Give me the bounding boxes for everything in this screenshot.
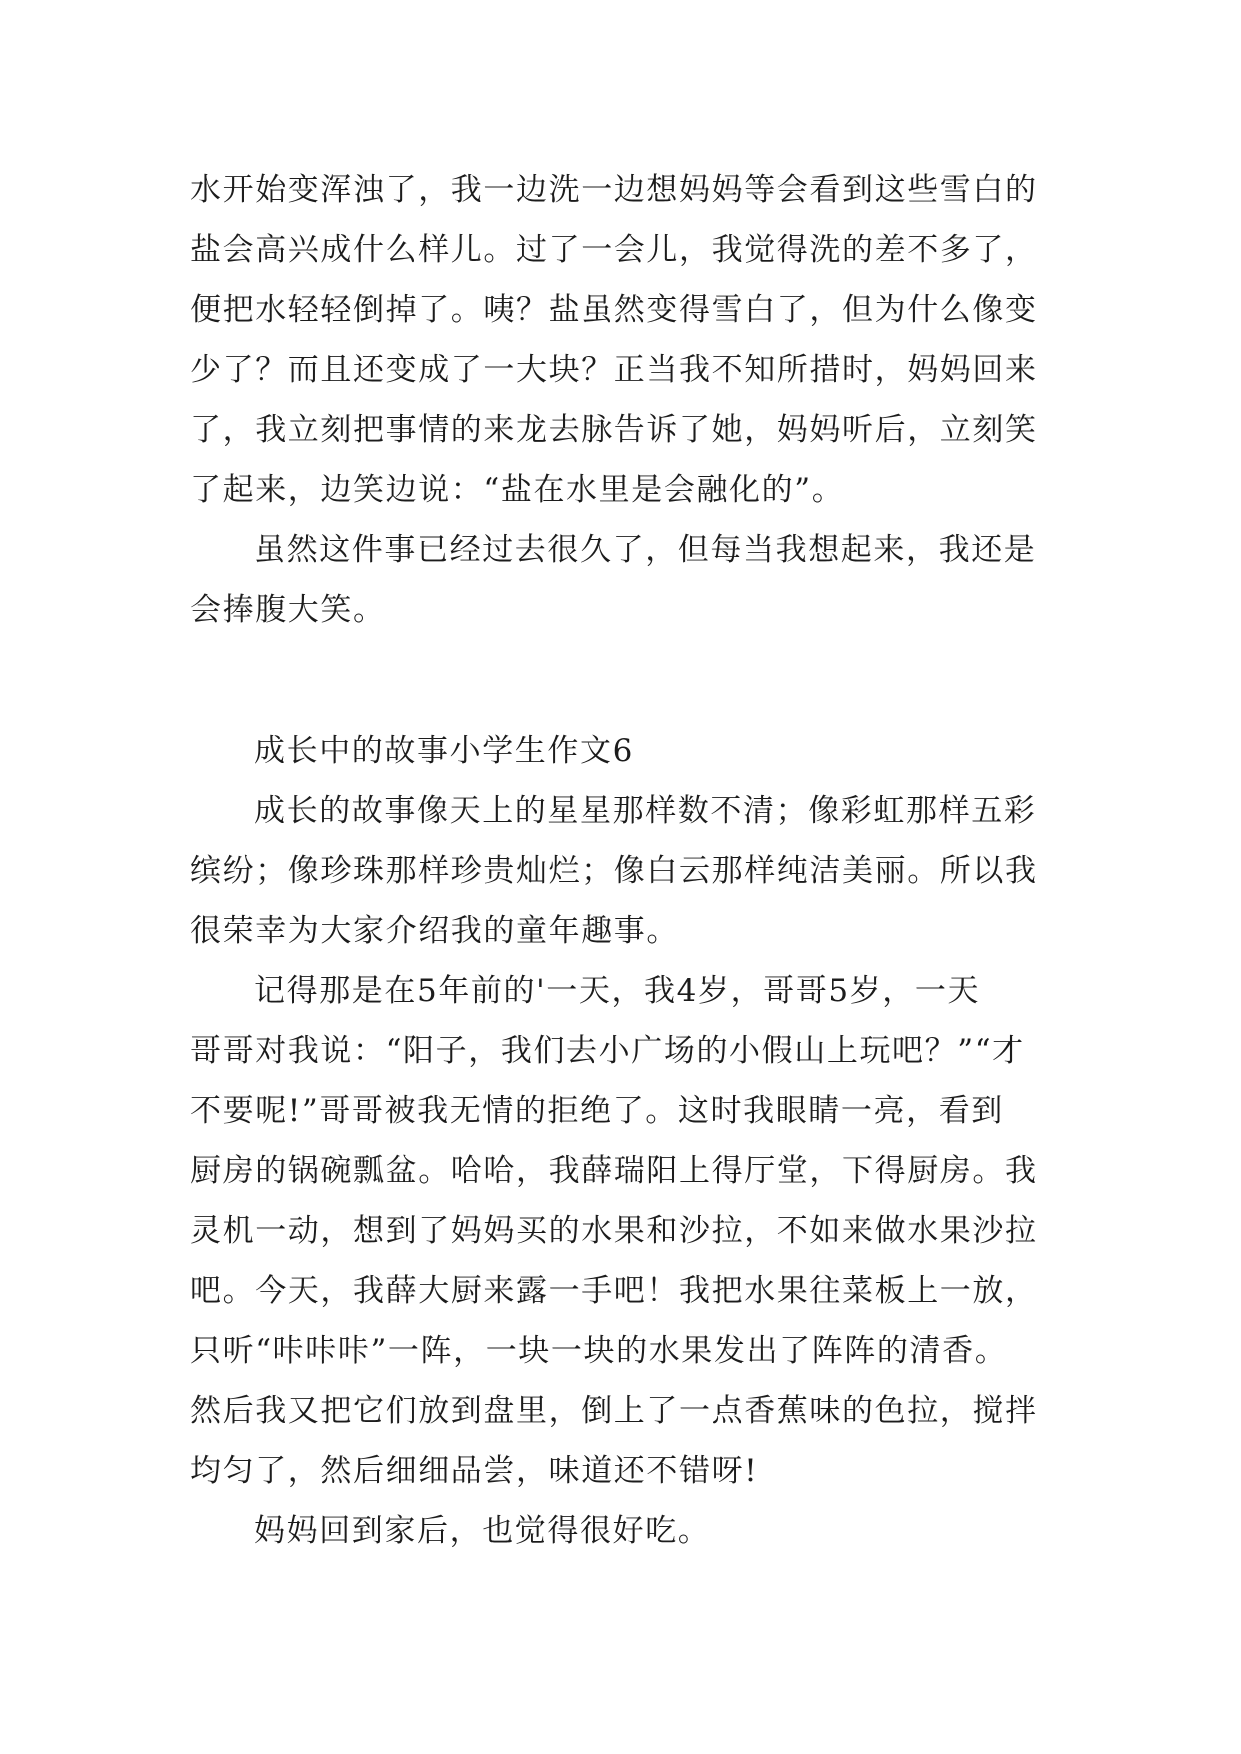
text-line: 虽然这件事已经过去很久了，但每当我想起来，我还是 [254, 532, 1037, 568]
text-line: 只听“咔咔咔”一阵，一块一块的水果发出了阵阵的清香。 [190, 1333, 1008, 1369]
essay-title: 成长中的故事小学生作文6 [254, 733, 634, 769]
text-line: 会捧腹大笑。 [190, 592, 386, 628]
paragraph-ending [190, 1501, 1058, 1561]
text-line: 然后我又把它们放到盘里，倒上了一点香蕉味的色拉，搅拌 [190, 1393, 1038, 1429]
text-line: 盐会高兴成什么样儿。过了一会儿，我觉得洗的差不多了， [190, 232, 1038, 268]
text-line: 厨房的锅碗瓢盆。哈哈，我薛瑞阳上得厅堂，下得厨房。我 [190, 1153, 1038, 1189]
paragraph-intro [190, 781, 1058, 961]
text-line: 水开始变浑浊了，我一边洗一边想妈妈等会看到这些雪白的 [190, 172, 1038, 208]
paragraph-salt-ending [190, 160, 1058, 520]
text-line: 灵机一动，想到了妈妈买的水果和沙拉，不如来做水果沙拉 [190, 1213, 1038, 1249]
text-line: 成长的故事像天上的星星那样数不清；像彩虹那样五彩 [254, 793, 1037, 829]
text-line: 便把水轻轻倒掉了。咦？盐虽然变得雪白了，但为什么像变 [190, 292, 1038, 328]
text-line: 记得那是在5年前的'一天，我4岁，哥哥5岁，一天 [254, 973, 981, 1009]
section-gap [190, 640, 1058, 721]
text-line: 了，我立刻把事情的来龙去脉告诉了她，妈妈听后，立刻笑 [190, 412, 1038, 448]
text-line: 妈妈回到家后，也觉得很好吃。 [254, 1513, 711, 1549]
text-line: 不要呢!”哥哥被我无情的拒绝了。这时我眼睛一亮，看到 [190, 1093, 1004, 1129]
paragraph-conclusion [190, 520, 1058, 640]
text-line: 少了？而且还变成了一大块？正当我不知所措时，妈妈回来 [190, 352, 1038, 388]
text-line: 缤纷；像珍珠那样珍贵灿烂；像白云那样纯洁美丽。所以我 [190, 853, 1038, 889]
paragraph-story [190, 961, 1058, 1501]
text-line: 了起来，边笑边说：“盐在水里是会融化的”。 [190, 472, 845, 508]
document-body [190, 160, 1058, 1561]
text-line: 均匀了，然后细细品尝，味道还不错呀! [190, 1453, 759, 1489]
text-line: 很荣幸为大家介绍我的童年趣事。 [190, 913, 679, 949]
text-line: 吧。今天，我薛大厨来露一手吧！我把水果往菜板上一放， [190, 1273, 1038, 1309]
text-line: 哥哥对我说：“阳子，我们去小广场的小假山上玩吧？”“才 [190, 1033, 1025, 1069]
